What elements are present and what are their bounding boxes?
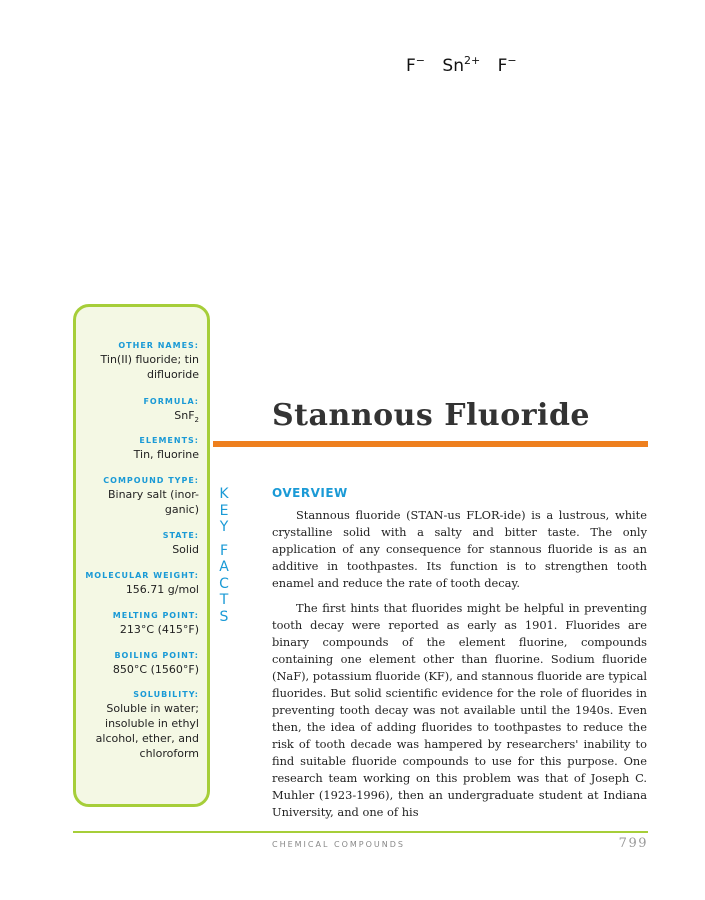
vertical-letter: Y — [219, 519, 229, 535]
title-underline-rule — [213, 441, 648, 447]
key-fact-formula — [74, 395, 199, 428]
paragraph: The first hints that fluorides might be helpful in preventing tooth decay were reported as early as 1901. Fluorides are binary compounds of the element fluorine, compounds containing one element other than fluorine. Sodium fluoride (NaF), potassium fluoride (KF), and stannous fluoride are typical fluorides. But solid scientific evidence for the role of fluorides in preventing tooth decay was not available until the 1940s. Even then, the idea of adding fluorides to toothpastes to reduce the risk of tooth decade was hampered by researchers' inability to find suitable fluoride compounds to use for this purpose. One research team working on this problem was that of Joseph C. Muhler (1923-1996), then an undergraduate student at Indiana University, and one of his — [272, 601, 647, 819]
key-fact-elements — [74, 434, 199, 462]
key-fact-label: ELEMENTS: — [139, 436, 199, 445]
key-fact-label: MOLECULAR WEIGHT: — [85, 571, 199, 580]
vertical-letter: E — [219, 502, 229, 519]
vertical-letter: A — [219, 559, 229, 575]
key-fact-label: STATE: — [162, 531, 199, 540]
key-fact-label: SOLUBILITY: — [133, 690, 199, 699]
key-fact-value: 213°C (415°F) — [119, 623, 199, 636]
section-heading-overview: OVERVIEW — [272, 486, 348, 500]
key-facts-vertical-label — [216, 486, 232, 625]
fluoride-ion-left — [406, 54, 425, 76]
fluoride-ion-right — [498, 54, 517, 76]
key-fact-value: 156.71 g/mol — [125, 583, 199, 596]
key-fact-value: ganic) — [164, 503, 199, 516]
key-fact-label: COMPOUND TYPE: — [103, 476, 199, 485]
page-title: Stannous Fluoride — [272, 398, 591, 433]
page-number: 799 — [618, 836, 648, 851]
formula-base: SnF — [174, 409, 195, 422]
key-fact-solubility — [74, 688, 199, 761]
ion-symbol: Sn — [442, 56, 464, 76]
key-fact-label: FORMULA: — [143, 397, 199, 406]
key-fact-label: OTHER NAMES: — [118, 341, 199, 350]
key-fact-value: Binary salt (inor- — [107, 488, 199, 501]
key-fact-value: 850°C (1560°F) — [112, 663, 199, 676]
key-fact-melting-point — [74, 609, 199, 637]
structural-formula — [406, 54, 517, 76]
article-body — [272, 507, 647, 829]
tin-ion — [442, 54, 480, 76]
key-fact-value: insoluble in ethyl — [105, 717, 199, 730]
vertical-letter: T — [219, 592, 229, 608]
ion-charge: − — [507, 54, 517, 67]
vertical-word-gap — [216, 536, 232, 543]
key-fact-value: Tin, fluorine — [133, 448, 199, 461]
vertical-letter: F — [219, 542, 229, 559]
ion-charge: − — [415, 54, 425, 67]
ion-symbol: F — [497, 56, 508, 76]
paragraph: Stannous fluoride (STAN-us FLOR-ide) is a lustrous, white crystalline solid with a salty and bitter taste. The only application of any consequence for stannous fluoride is as an additive in toothpastes. Its function is to strengthen tooth enamel and reduce the rate of tooth decay. — [272, 508, 647, 590]
key-fact-compound-type — [74, 474, 199, 517]
key-fact-value: difluoride — [147, 368, 199, 381]
ion-charge: 2+ — [463, 54, 481, 67]
ion-symbol: F — [406, 56, 416, 76]
vertical-letter: S — [219, 608, 229, 625]
key-fact-other-names — [74, 339, 199, 382]
footer-rule — [73, 831, 648, 833]
key-fact-label: BOILING POINT: — [114, 651, 199, 660]
key-fact-molecular-weight — [74, 569, 199, 597]
formula-subscript: 2 — [194, 416, 199, 425]
key-fact-value: alcohol, ether, and — [95, 732, 199, 745]
key-fact-label: MELTING POINT: — [112, 611, 199, 620]
vertical-letter: C — [219, 575, 229, 592]
key-fact-value: chloroform — [139, 747, 199, 760]
vertical-letter: K — [219, 486, 229, 502]
running-footer-title: CHEMICAL COMPOUNDS — [272, 840, 405, 849]
key-fact-state — [74, 529, 199, 557]
key-fact-value — [74, 408, 199, 428]
key-fact-value: Solid — [172, 543, 199, 556]
key-facts-box — [73, 304, 210, 807]
key-fact-value: Soluble in water; — [106, 702, 199, 715]
key-fact-value: Tin(II) fluoride; tin — [100, 353, 199, 366]
key-fact-boiling-point — [74, 649, 199, 677]
